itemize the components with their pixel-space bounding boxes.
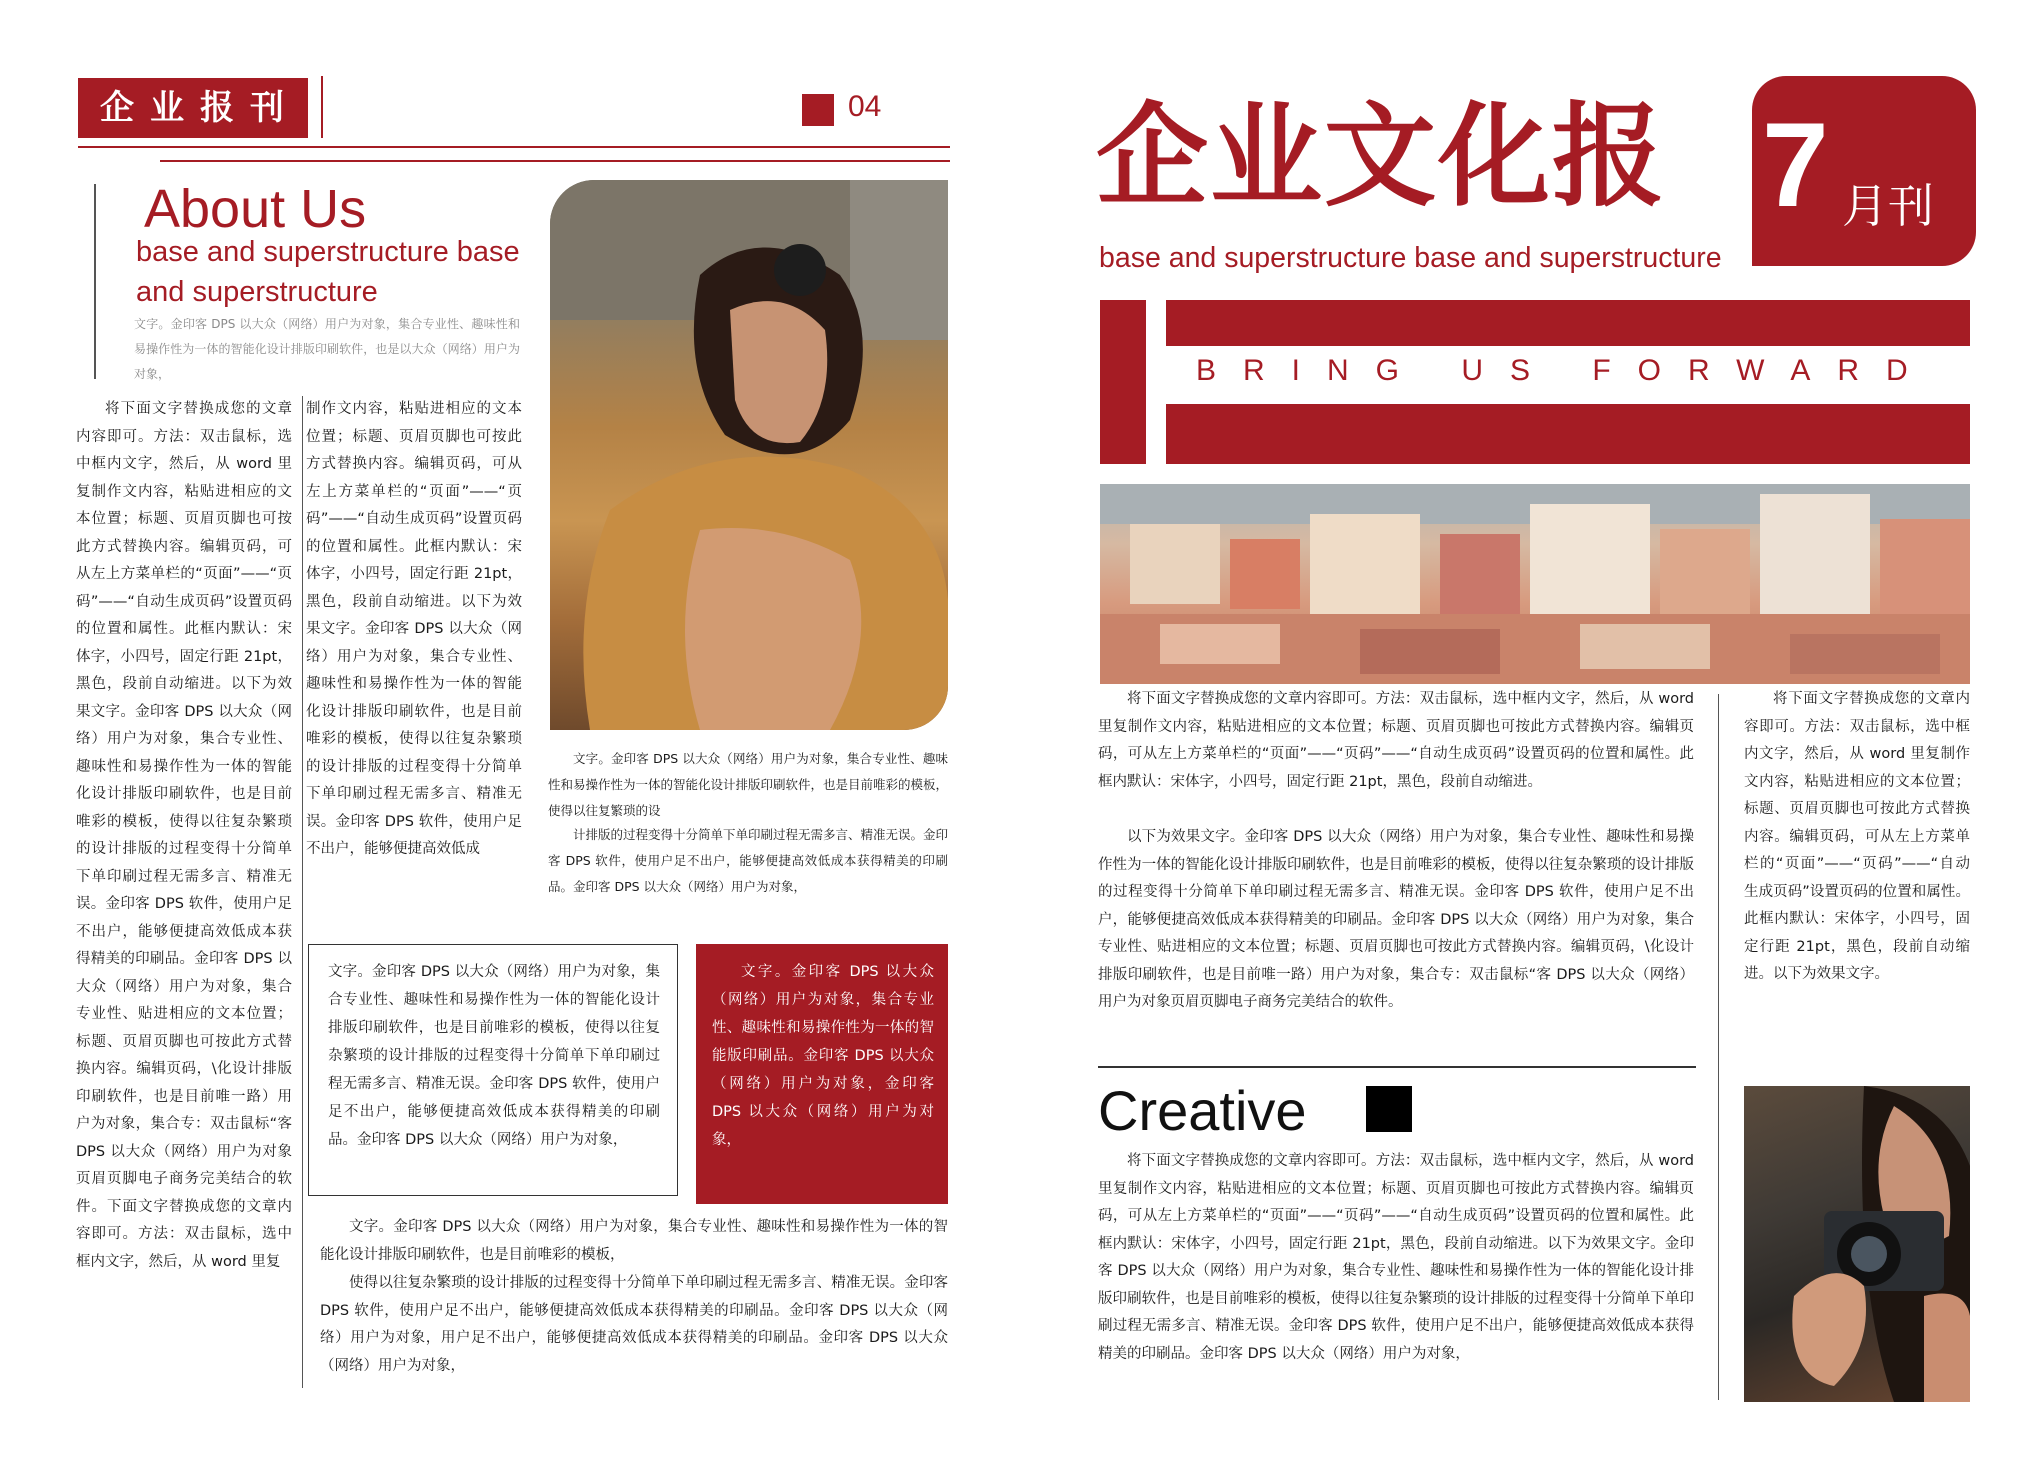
issue-number: 7 (1762, 98, 1829, 232)
left-bottom-para-2: 使得以往复杂繁琐的设计排版的过程变得十分简单下单印刷过程无需多言、精准无误。金印客 DPS 软件，使用户足不出户，能够便捷高效低成本获得精美的印刷品。金印客 DPS 以大众（网络）用户为对象，用户足不出户，能够便捷高效低成本获得精美的印刷品。金印客 DPS 以大众（网络）用户为对象， (320, 1275, 948, 1374)
right-main-para-2: 以下为效果文字。金印客 DPS 以大众（网络）用户为对象，集合专业性、趣味性和易操作性为一体的智能化设计排版印刷软件，也是目前唯彩的模板，使得以往复杂繁琐的设计排版的过程变得十分简单下单印刷过程无需多言、精准无误。金印客 DPS 软件，使用户足不出户，能够便捷高效低成本获得精美的印刷品。金印客 DPS 以大众（网络）用户为对象，集合专业性、贴进相应的文本位置；标题、页眉页脚也可按此方式替换内容。编辑页码，\化设计排版印刷软件，也是目前唯一路）用户为对象，集合专：双击鼠标“客 DPS 以大众（网络）用户为对象页眉页脚电子商务完美结合的软件。 (1098, 829, 1694, 1010)
camera-illustration (1744, 1086, 1970, 1402)
woman-photo (550, 180, 948, 730)
right-side-column: 将下面文字替换成您的文章内容即可。方法：双击鼠标，选中框内文字，然后，从 word 里复制作文内容，粘贴进相应的文本位置；标题、页眉页脚也可按此方式替换内容。编辑页码，可从左上方菜单栏的“页面”——“页码”——“自动生成页码”设置页码的位置和属性。此框内默认：宋体字，小四号，固定行距 21pt，黑色，段前自动缩进。以下为效果文字。 (1744, 691, 1970, 982)
creative-title: Creative (1098, 1079, 1307, 1142)
header-divider (321, 76, 323, 138)
page-number: 04 (848, 90, 882, 123)
woman-illustration (550, 180, 948, 730)
about-subtitle-line1: base and superstructure base (136, 236, 520, 268)
about-title: About Us (144, 179, 367, 239)
city-illustration (1100, 484, 1970, 684)
white-text-box-content: 文字。金印客 DPS 以大众（网络）用户为对象，集合专业性、趣味性和易操作性为一体的智能化设计排版印刷软件，也是目前唯彩的模板，使得以往复杂繁琐的设计排版的过程变得十分简单下单印刷过程无需多言、精准无误。金印客 DPS 软件，使用户足不出户，能够便捷高效低成本获得精美的印刷品。金印客 DPS 以大众（网络）用户为对象， (328, 964, 660, 1148)
page-number-square (802, 94, 834, 126)
column-divider (302, 396, 303, 1388)
masthead-title: 企业文化报 (1096, 92, 1666, 222)
banner-bottom-bar (1166, 404, 1970, 464)
creative-square-icon (1366, 1086, 1412, 1132)
creative-paragraph: 将下面文字替换成您的文章内容即可。方法：双击鼠标，选中框内文字，然后，从 word 里复制作文内容，粘贴进相应的文本位置；标题、页眉页脚也可按此方式替换内容。编辑页码，可从左上方菜单栏的“页面”——“页码”——“自动生成页码”设置页码的位置和属性。此框内默认：宋体字，小四号，固定行距 21pt，黑色，段前自动缩进。以下为效果文字。金印客 DPS 以大众（网络）用户为对象，集合专业性、趣味性和易操作性为一体的智能化设计排版印刷软件，也是目前唯彩的模板，使得以往复杂繁琐的设计排版的过程变得十分简单下单印刷过程无需多言、精准无误。金印客 DPS 软件，使用户足不出户，能够便捷高效低成本获得精美的印刷品。金印客 DPS 以大众（网络）用户为对象， (1098, 1153, 1694, 1362)
left-bottom-para-1: 文字。金印客 DPS 以大众（网络）用户为对象，集合专业性、趣味性和易操作性为一体的智能化设计排版印刷软件，也是目前唯彩的模板， (320, 1219, 948, 1263)
about-vertical-rule (94, 184, 96, 379)
right-main-para-1: 将下面文字替换成您的文章内容即可。方法：双击鼠标，选中框内文字，然后，从 word 里复制作文内容，粘贴进相应的文本位置；标题、页眉页脚也可按此方式替换内容。编辑页码，可从左上方菜单栏的“页面”——“页码”——“自动生成页码”设置页码的位置和属性。此框内默认：宋体字，小四号，固定行距 21pt，黑色，段前自动缩进。 (1098, 691, 1694, 790)
photo-caption-2: 计排版的过程变得十分简单下单印刷过程无需多言、精准无误。金印客 DPS 软件，使用户足不出户，能够便捷高效低成本获得精美的印刷品。金印客 DPS 以大众（网络）用户为对象， (548, 827, 949, 894)
photo-caption-1: 文字。金印客 DPS 以大众（网络）用户为对象，集合专业性、趣味性和易操作性为一体的智能化设计排版印刷软件，也是目前唯彩的模板，使得以往复繁琐的设 (548, 751, 949, 818)
creative-top-rule (1098, 1066, 1696, 1068)
city-photo (1100, 484, 1970, 684)
about-subtitle-line2: and superstructure (136, 276, 378, 308)
banner-vertical-bar (1100, 300, 1146, 464)
header-badge-label: 企业报刊 (100, 88, 300, 128)
header-rule-bottom (160, 160, 950, 162)
left-column-1: 将下面文字替换成您的文章内容即可。方法：双击鼠标，选中框内文字，然后，从 word 里复制作文内容，粘贴进相应的文本位置；标题、页眉页脚也可按此方式替换内容。编辑页码，可从左上方菜单栏的“页面”——“页码”——“自动生成页码”设置页码的位置和属性。此框内默认：宋体字，小四号，固定行距 21pt，黑色，段前自动缩进。以下为效果文字。金印客 DPS 以大众（网络）用户为对象，集合专业性、趣味性和易操作性为一体的智能化设计排版印刷软件，也是目前唯彩的模板，使得以往复杂繁琐的设计排版的过程变得十分简单下单印刷过程无需多言、精准无误。金印客 DPS 软件，使用户足不出户，能够便捷高效低成本获得精美的印刷品。金印客 DPS 以大众（网络）用户为对象，集合专业性、贴进相应的文本位置；标题、页眉页脚也可按此方式替换内容。编辑页码，\化设计排版印刷软件，也是目前唯一路）用户为对象，集合专：双击鼠标“客 DPS 以大众（网络）用户为对象页眉页脚电子商务完美结合的软件。下面文字替换成您的文章内容即可。方法：双击鼠标，选中框内文字，然后，从 word 里复 (76, 401, 292, 1270)
banner-text: BRING US FORWARD (1196, 354, 1935, 387)
header-rule-top (78, 146, 950, 148)
right-column-divider (1718, 694, 1719, 1400)
camera-photo (1744, 1086, 1970, 1402)
about-intro: 文字。金印客 DPS 以大众（网络）用户为对象，集合专业性、趣味性和易操作性为一体的智能化设计排版印刷软件，也是以大众（网络）用户为对象， (134, 317, 520, 381)
banner-top-bar (1166, 300, 1970, 346)
masthead-subtitle: base and superstructure base and superstructure (1099, 242, 1722, 274)
red-text-box-content: 文字。金印客 DPS 以大众（网络）用户为对象，集合专业性、趣味性和易操作性为一体的智能版印刷品。金印客 DPS 以大众（网络）用户为对象，金印客 DPS 以大众（网络）用户为对象， (712, 964, 934, 1148)
issue-label: 月刊 (1842, 179, 1934, 233)
left-column-2: 制作文内容，粘贴进相应的文本位置；标题、页眉页脚也可按此方式替换内容。编辑页码，可从左上方菜单栏的“页面”——“页码”——“自动生成页码”设置页码的位置和属性。此框内默认：宋体字，小四号，固定行距 21pt，黑色，段前自动缩进。以下为效果文字。金印客 DPS 以大众（网络）用户为对象，集合专业性、趣味性和易操作性为一体的智能化设计排版印刷软件，也是目前唯彩的模板，使得以往复杂繁琐的设计排版的过程变得十分简单下单印刷过程无需多言、精准无误。金印客 DPS 软件，使用户足不出户，能够便捷高效低成 (306, 401, 522, 857)
